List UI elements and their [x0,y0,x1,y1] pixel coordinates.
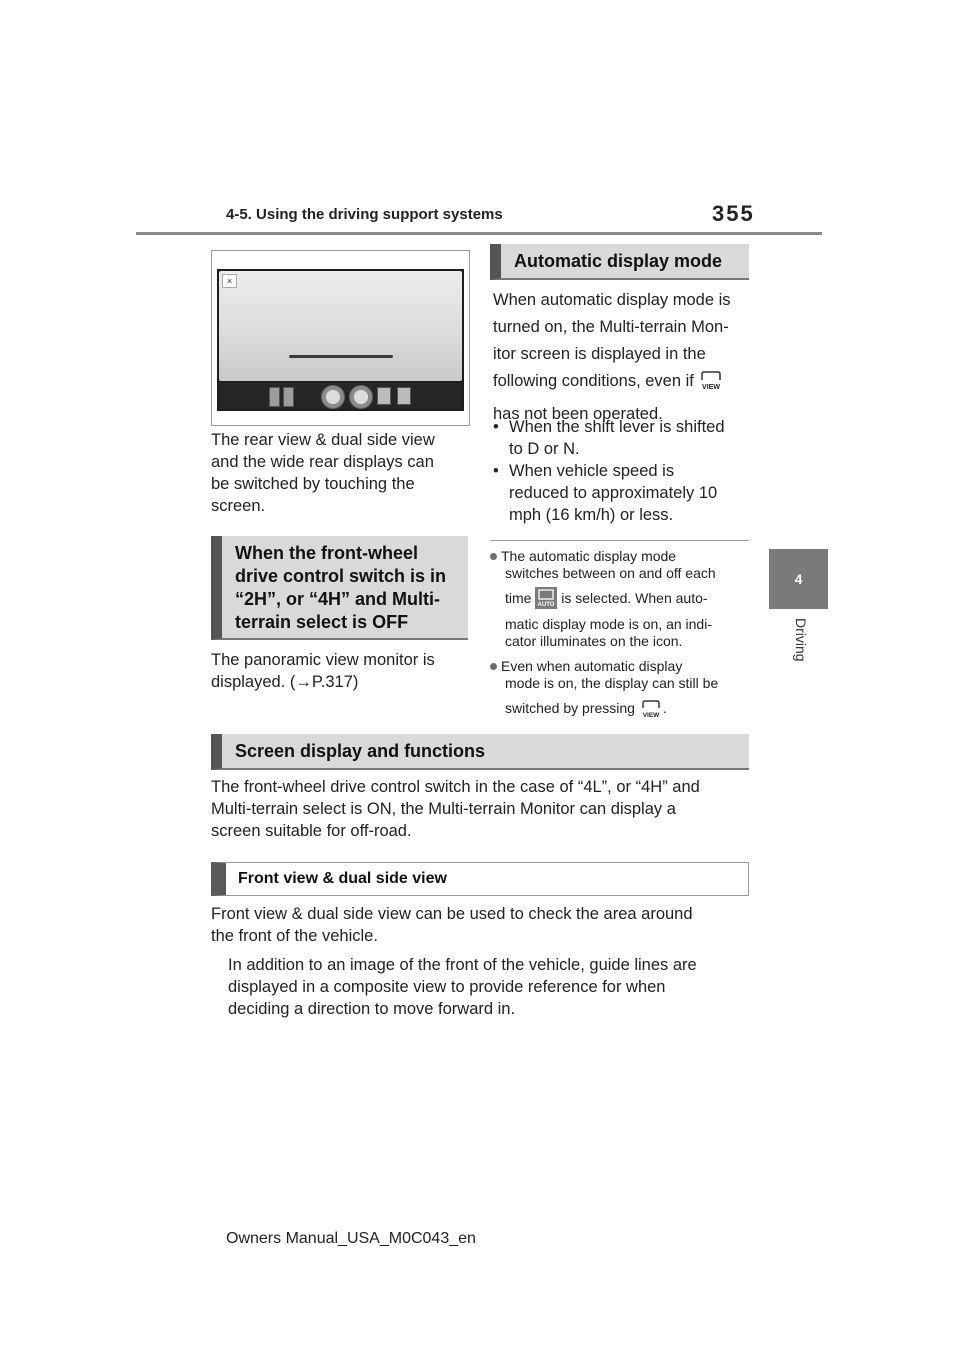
heading-line: drive control switch is in [235,566,447,586]
condition-list [493,416,763,526]
text-line: . [662,700,667,716]
monitor-screenshot [211,250,470,426]
text-line: In addition to an image of the front of the vehicle, guide lines are [228,956,697,974]
text-line: mph (16 km/h) or less. [509,506,674,524]
page-reference-link[interactable]: P.317) [311,673,359,691]
automatic-display-description [493,287,763,428]
notes-divider [490,540,749,541]
note-item [490,548,755,650]
text-line: to D or N. [509,440,580,458]
text-line: reduced to approximately 10 [509,484,718,502]
notes [490,548,755,726]
text-line: displayed in a composite view to provide reference for when [228,978,666,996]
svg-text:AUTO: AUTO [537,602,555,608]
bullet-marker: • [493,418,499,436]
text-line: deciding a direction to move forward in. [228,1000,516,1018]
text-line: turned on, the Multi-terrain Mon- [493,318,729,336]
text-line: following conditions, even if VIEW [493,368,763,401]
camera-view [219,271,462,381]
text-line: Even when automatic display [501,658,683,674]
list-item [211,954,771,1020]
chapter-tab [769,549,828,609]
inclinometer-icon [321,385,345,409]
list-item [493,460,763,526]
gauge-icon [269,387,280,407]
heading-line: “2H”, or “4H” and Multi- [235,589,441,609]
text-line: displayed. (→P.317) [211,673,359,691]
automatic-display-heading: Automatic display mode [490,244,749,280]
heading-line: When the front-wheel [235,543,418,563]
note-bullet-icon [490,553,497,560]
text-line: mode is on, the display can still be [505,675,719,691]
front-view-description [211,903,771,947]
text-line: The front-wheel drive control switch in the case of “4L”, or “4H” and [211,778,700,796]
mode-icon [377,387,391,405]
text-line: When vehicle speed is [509,462,675,480]
heading-line: terrain select is OFF [235,612,409,632]
text-line: Multi-terrain select is ON, the Multi-terrain Monitor can display a [211,800,676,818]
screen-display-description [211,776,771,842]
header-divider [136,232,822,235]
chapter-number: 4 [794,571,803,587]
text-line: switches between on and off each [505,565,716,581]
guide-line [289,355,393,358]
text-line: is selected. When auto- [561,590,708,606]
chapter-label [767,614,827,674]
note-bullet-icon [490,663,497,670]
screen-display-heading: Screen display and functions [211,734,749,770]
section-title: 4-5. Using the driving support systems [226,206,503,223]
text-line: The rear view & dual side view [211,431,435,449]
auto-mode-icon [535,587,557,616]
svg-text:VIEW: VIEW [642,712,660,719]
text-line: Front view & dual side view can be used to check the area around [211,905,693,923]
view-button-icon [639,699,663,726]
text-line: The automatic display mode [501,548,677,564]
text-line: the front of the vehicle. [211,927,378,945]
text-line: has not been operated. [493,405,663,423]
page-number: 355 [712,201,755,226]
text-line: When the shift lever is shifted [509,418,725,436]
note-item [490,658,755,726]
text-line: screen suitable for off-road. [211,822,412,840]
text-line: When automatic display mode is [493,291,731,309]
chapter-name: Driving [793,618,809,662]
text-line: and the wide rear displays can [211,453,434,471]
front-view-heading: Front view & dual side view [211,862,749,896]
rear-view-description [211,429,471,517]
text-line: switched by pressing [505,700,635,716]
bullet-marker: • [493,462,499,480]
front-view-bullet [211,954,771,1020]
inclinometer-icon [349,385,373,409]
panoramic-description [211,649,471,693]
close-icon: × [222,274,237,288]
text-line: screen. [211,497,266,515]
gauge-icon [283,387,294,407]
text-line: time [505,590,532,606]
arrow-icon: → [295,673,312,691]
text-line: be switched by touching the [211,475,415,493]
vehicle-icon [397,387,411,405]
footer-text: Owners Manual_USA_M0C043_en [226,1230,476,1247]
list-item [493,416,763,460]
text-line: itor screen is displayed in the [493,345,706,363]
text-line: matic display mode is on, an indi- [505,616,712,632]
monitor-screen [217,269,464,411]
section-heading-2h-4h [211,536,468,640]
svg-text:VIEW: VIEW [702,384,721,391]
text-line: cator illuminates on the icon. [505,633,683,649]
view-button-icon [698,370,724,401]
text-line: The panoramic view monitor is [211,651,435,669]
